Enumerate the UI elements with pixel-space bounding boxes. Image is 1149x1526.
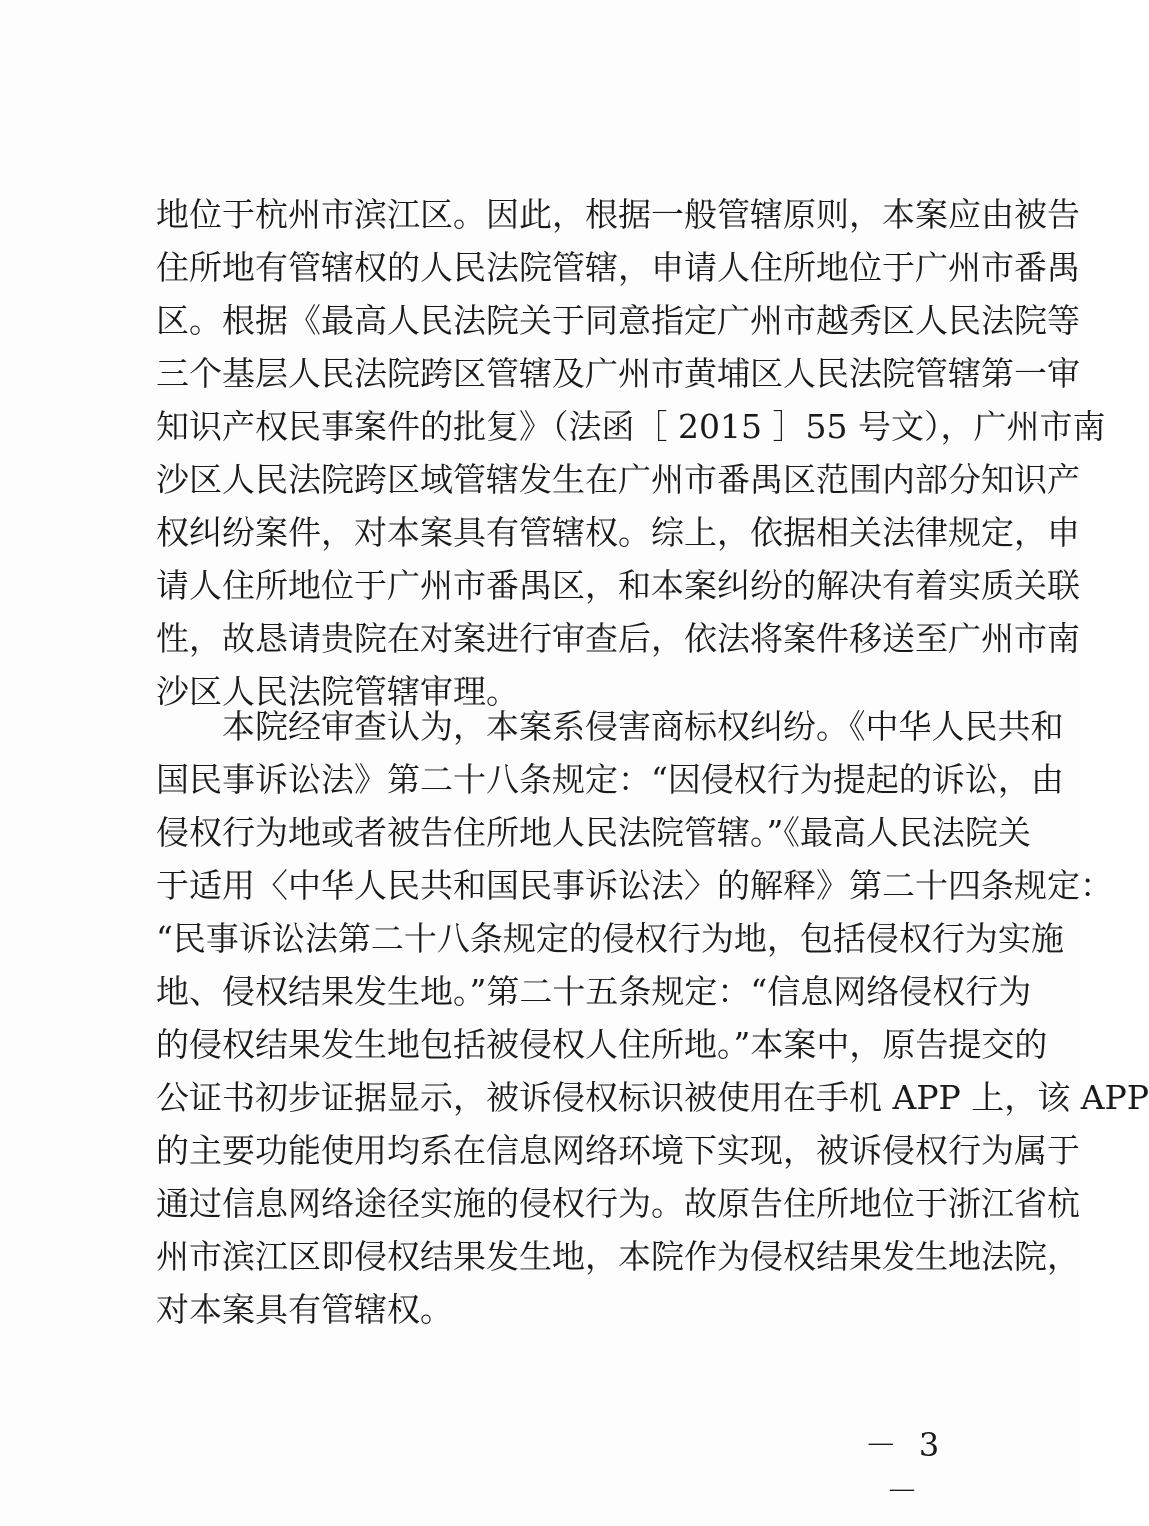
text-line: 住所地有管辖权的人民法院管辖，申请人住所地位于广州市番禺 <box>156 248 1080 287</box>
text-line: 沙区人民法院跨区域管辖发生在广州市番禺区范围内部分知识产 <box>156 460 1080 499</box>
text-line: 国民事诉讼法》第二十八条规定：“因侵权行为提起的诉讼，由 <box>156 760 1064 799</box>
text-line: 本院经审查认为，本案系侵害商标权纠纷。《中华人民共和 <box>156 707 1064 746</box>
text-line: 地、侵权结果发生地。”第二十五条规定：“信息网络侵权行为 <box>156 972 1032 1011</box>
text-line: 于适用〈中华人民共和国民事诉讼法〉的解释》第二十四条规定： <box>156 866 1113 905</box>
text-line: 侵权行为地或者被告住所地人民法院管辖。”《最高人民法院关 <box>156 813 1031 852</box>
text-line: 区。根据《最高人民法院关于同意指定广州市越秀区人民法院等 <box>156 301 1080 340</box>
text-line: 的侵权结果发生地包括被侵权人住所地。”本案中，原告提交的 <box>156 1025 1048 1064</box>
text-line: 三个基层人民法院跨区管辖及广州市黄埔区人民法院管辖第一审 <box>156 354 1080 393</box>
text-line: “民事诉讼法第二十八条规定的侵权行为地，包括侵权行为实施 <box>156 919 1064 958</box>
text-line: 公证书初步证据显示，被诉侵权标识被使用在手机 APP 上，该 APP <box>156 1078 1149 1117</box>
text-line: 州市滨江区即侵权结果发生地，本院作为侵权结果发生地法院， <box>156 1237 1080 1276</box>
text-line: 地位于杭州市滨江区。因此，根据一般管辖原则，本案应由被告 <box>156 195 1080 234</box>
text-line: 性，故恳请贵院在对案进行审查后，依法将案件移送至广州市南 <box>156 619 1080 658</box>
text-line: 通过信息网络途径实施的侵权行为。故原告住所地位于浙江省杭 <box>156 1184 1080 1223</box>
text-line: 对本案具有管辖权。 <box>156 1290 453 1329</box>
text-line: 的主要功能使用均系在信息网络环境下实现，被诉侵权行为属于 <box>156 1131 1080 1170</box>
page-number: － 3 － <box>864 1426 946 1510</box>
text-line: 权纠纷案件，对本案具有管辖权。综上，依据相关法律规定，申 <box>156 513 1080 552</box>
paragraph-2 <box>156 700 1149 1336</box>
text-line: 知识产权民事案件的批复》（法函［ 2015 ］55 号文），广州市南 <box>156 407 1106 446</box>
paragraph-1 <box>156 188 1106 718</box>
text-line: 请人住所地位于广州市番禺区，和本案纠纷的解决有着实质关联 <box>156 566 1080 605</box>
text-line: 沙区人民法院管辖审理。 <box>156 672 519 711</box>
